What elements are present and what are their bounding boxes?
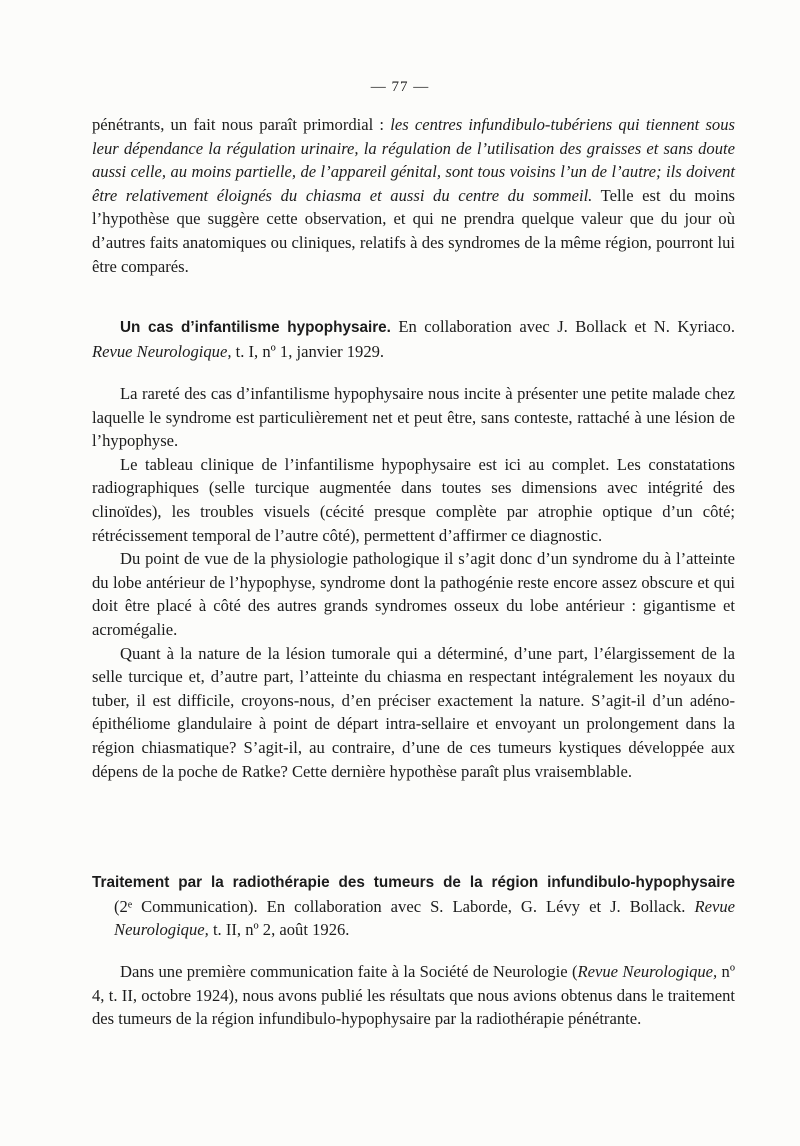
section-2-paragraph — [92, 960, 735, 1031]
section-1-citation-before: En collaboration avec J. Bollack et N. Kyriaco. — [390, 317, 735, 336]
section-1-paragraph: Du point de vue de la physiologie pathologique il s’agit donc d’un syndrome du à l’atteinte du lobe antérieur de l’hypophyse, syndrome dont la pathogénie reste encore assez obscure et qui doit être placé à côté des autres grands syndromes osseux du lobe antérieur : gigantisme et acromégalie. — [92, 549, 735, 639]
section-2-citation-after: t. II, nº 2, août 1926. — [208, 920, 350, 940]
section-2-journal: Revue Neurologique, — [114, 896, 735, 940]
section-2-body — [92, 960, 735, 1031]
section-1-body — [92, 382, 735, 783]
intro-italic-text: les centres infundibulo-tubériens qui tiennent sous leur dépendance la régulation urinaire, la régulation de l’utilisation des graisses et sans doute aussi celle, au moins partielle, de l’appareil génital, sont tous voisins l’un de l’autre; ils doivent être relativement éloignés du chiasma et aussi du centre du sommeil. — [92, 115, 735, 205]
section-2-para-after: nº 4, t. II, octobre 1924), nous avons publié les résultats que nous avions obtenus dans le traitement des tumeurs de la région infundibulo-hypophysaire par la radiothérapie pénétrante. — [92, 962, 736, 1029]
section-1-paragraph: Le tableau clinique de l’infantilisme hypophysaire est ici au complet. Les constatations radiographiques (selle turcique augmentée dans toutes ses dimensions avec intégrité des clinoïdes), les troubles visuels (cécité presque complète par atrophie optique d’un côté; rétrécissement temporal de l’autre côté), permettent d’affirmer ce diagnostic. — [92, 454, 735, 545]
section-1-journal: Revue Neurologique, — [92, 341, 232, 361]
section-2-para-journal: Revue Neurologique, — [577, 962, 718, 981]
section-1-citation-after: t. I, nº 1, janvier 1929. — [231, 341, 385, 361]
section-1-title: Un cas d’infantilisme hypophysaire. — [120, 319, 391, 336]
page-number: — 77 — — [370, 79, 430, 95]
section-2-heading — [92, 871, 735, 942]
intro-paragraph — [92, 113, 735, 278]
section-1-paragraph: La rareté des cas d’infantilisme hypophysaire nous incite à présenter une petite malade chez laquelle le syndrome est particulièrement net et peut être, sans conteste, rattaché à une lésion de l’hypophyse. — [92, 384, 735, 451]
section-2-citation-before: (2ᵉ Communication). En collaboration avec S. Laborde, G. Lévy et J. Bollack. — [114, 896, 695, 916]
section-2-title: Traitement par la radiothérapie des tumeurs de la région infundibulo-hypophysaire — [92, 874, 735, 891]
section-1-heading — [92, 315, 735, 363]
intro-text-after: Telle est du moins l’hypothèse que suggère cette observation, et qui ne prendra quelque valeur que du jour où d’autres faits anatomiques ou cliniques, relatifs à des syndromes de la même région, pourront lui être comparés. — [92, 185, 735, 276]
intro-text-before: pénétrants, un fait nous paraît primordial : — [92, 115, 391, 134]
section-2-para-before: Dans une première communication faite à la Société de Neurologie ( — [120, 962, 578, 981]
section-1-paragraph: Quant à la nature de la lésion tumorale qui a déterminé, d’une part, l’élargissement de la selle turcique et, d’autre part, l’atteinte du chiasma en respectant intégralement les noyaux du tuber, il est difficile, croyons-nous, d’en préciser exactement la nature. S’agit-il d’un adéno-épithéliome glandulaire à point de départ intra-sellaire et envoyant un prolongement dans la région chiasmatique? S’agit-il, au contraire, d’une de ces tumeurs kystiques développée aux dépens de la poche de Ratke? Cette dernière hypothèse paraît plus vraisemblable. — [92, 643, 735, 781]
